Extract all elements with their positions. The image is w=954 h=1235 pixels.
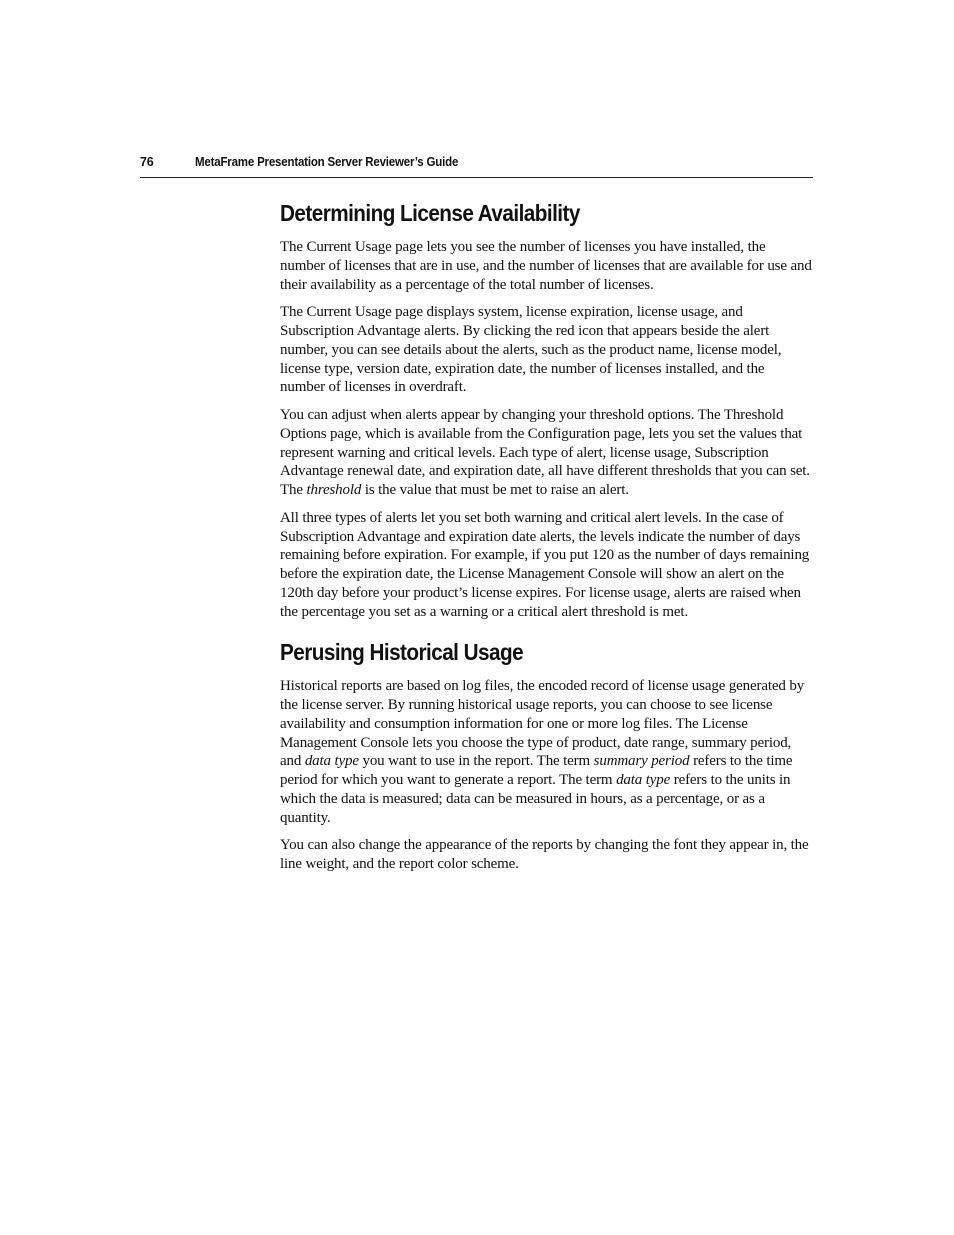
italic-term: data type [616,772,671,788]
italic-term: threshold [306,482,362,498]
paragraph: All three types of alerts let you set both warning and critical alert levels. In the case of Subscription Advantage and expiration date alerts, the levels indicate the number of days remaining before expiration. For example, if you put 120 as the number of days remaining before the expiration date, the License Management Console will show an alert on the 120th day before your product’s license expires. For license usage, alerts are raised when the percentage you set as a warning or a critical alert threshold is met. [280,509,810,620]
paragraph [280,677,812,827]
paragraph-text: refers to the units in which the data is measured; data can be measured in hours, as a percentage, or as a quantity. [280,772,791,826]
paragraph-text: is the value that must be met to raise an alert. [361,482,629,498]
paragraph-text: refers to the time period for which you want to generate a report. The term [280,753,793,788]
paragraph-text: You can adjust when alerts appear by changing your threshold options. The Threshold Options page, which is available from the Configuration page, lets you set the values that represent warning and critical levels. Each type of alert, license usage, Subscription Advantage renewal date, and expiration date, all have different thresholds that you can set. The [280,407,810,498]
italic-term: summary period [593,753,690,770]
italic-term: data type [304,753,359,770]
paragraph: You can also change the appearance of the reports by changing the font they appear in, the line weight, and the report color scheme. [280,837,809,872]
paragraph: The Current Usage page lets you see the number of licenses you have installed, the number of licenses that are in use, and the number of licenses that are available for use and their availability as a percentage of the total number of licenses. [280,239,812,293]
paragraph [280,406,812,500]
page-content [280,198,812,883]
paragraph: The Current Usage page displays system, license expiration, license usage, and Subscription Advantage alerts. By clicking the red icon that appears beside the alert number, you can see details about the alerts, such as the product name, license model, license type, version date, expiration date, the number of licenses installed, and the number of licenses in overdraft. [280,304,782,396]
section-heading-license-availability: Determining License Availability [280,200,580,226]
section-heading-historical-usage: Perusing Historical Usage [280,639,524,666]
paragraph-text: you want to use in the report. The term [358,753,594,770]
book-title: MetaFrame Presentation Server Reviewer’s Guide [195,155,459,169]
page-number: 76 [140,155,154,169]
running-header [140,155,813,178]
paragraph-text: Historical reports are based on log files, the encoded record of license usage generated by the license server. By running historical usage reports, you can choose to see license availability and consumption information for one or more log files. The License Management Console lets you choose the type of product, date range, summary period, and [280,678,805,770]
